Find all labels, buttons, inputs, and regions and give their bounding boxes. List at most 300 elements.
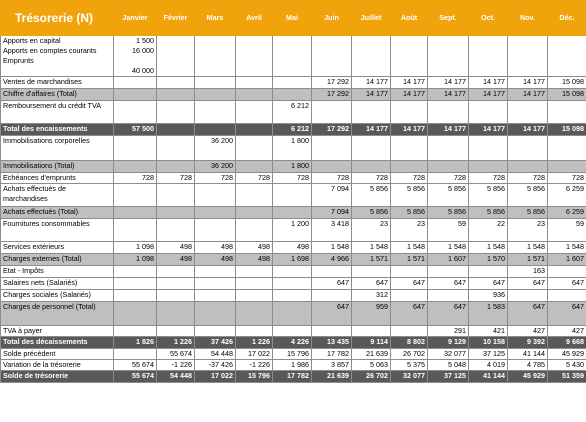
cell-value [157,89,195,101]
cell-value: 647 [508,278,548,290]
cell-value: 4 019 [469,360,508,371]
cell-value [114,278,157,290]
month-header: Oct. [469,1,508,36]
cell-value: 15 796 [236,371,273,383]
cell-value: -1 226 [157,360,195,371]
cell-value: 1 571 [391,254,428,266]
cell-value [312,161,352,173]
cell-value [114,266,157,278]
cell-value [157,326,195,337]
cell-value: 26 702 [352,371,391,383]
cell-value: 45 929 [548,349,586,360]
row-label: Remboursement du crédit TVA [1,101,114,124]
cell-value: 1 098 [114,242,157,254]
cell-value [195,184,236,207]
cell-value: 36 200 [195,161,236,173]
cell-value [273,36,312,77]
cell-value: 26 702 [391,349,428,360]
cell-value: 4 226 [273,337,312,349]
cell-value: 647 [352,278,391,290]
cell-value: 17 292 [312,89,352,101]
row-label: Etat - Impôts [1,266,114,278]
cell-value: 1 986 [273,360,312,371]
cell-value: 14 177 [469,124,508,136]
month-header: Mars [195,1,236,36]
cell-value: 728 [273,173,312,184]
cell-value [236,89,273,101]
cell-value [428,36,469,77]
cell-value [114,207,157,219]
cell-value: 647 [391,302,428,326]
cell-value: 55 674 [157,349,195,360]
cell-value: 15 098 [548,89,586,101]
cell-value: 4 785 [508,360,548,371]
cell-value: 14 177 [508,124,548,136]
cell-value [195,36,236,77]
cell-value: 728 [391,173,428,184]
cell-value [195,302,236,326]
cell-value: -37 426 [195,360,236,371]
cell-value: 10 158 [469,337,508,349]
cell-value [352,136,391,161]
cell-value: 1 583 [469,302,508,326]
cell-value: 1 826 [114,337,157,349]
cell-value: 498 [273,242,312,254]
cell-value: 728 [548,173,586,184]
cell-value [157,161,195,173]
cell-value [548,36,586,77]
cell-value: 498 [195,242,236,254]
subtotal-row [1,302,586,326]
cell-value [114,77,157,89]
row-label: Chiffre d'affaires (Total) [1,89,114,101]
cell-value: 728 [469,173,508,184]
cell-value [157,302,195,326]
cell-value: 37 125 [428,371,469,383]
cell-value: 5 063 [352,360,391,371]
cell-value [236,266,273,278]
cell-value [352,266,391,278]
cell-value [195,89,236,101]
cell-value [548,161,586,173]
cell-value: 23 [352,219,391,242]
table-row [1,349,586,360]
cell-value [312,101,352,124]
cell-value: 32 077 [391,371,428,383]
cell-value [548,136,586,161]
cell-value: 5 856 [391,184,428,207]
row-label: Solde de trésorerie [1,371,114,383]
cell-value: 5 375 [391,360,428,371]
subtotal-row [1,161,586,173]
cell-value [428,136,469,161]
cell-value [236,219,273,242]
cell-value [273,326,312,337]
cell-value: 1 571 [508,254,548,266]
table-row [1,360,586,371]
row-label: Charges sociales (Salariés) [1,290,114,302]
cell-value: 14 177 [428,89,469,101]
table-body [1,36,586,383]
cell-value: 647 [428,302,469,326]
cell-value: 8 802 [391,337,428,349]
cell-value: 5 856 [508,207,548,219]
cell-value: 4 966 [312,254,352,266]
cell-value: 14 177 [391,77,428,89]
month-header: Février [157,1,195,36]
cell-value: 728 [312,173,352,184]
cell-value: 5 856 [469,207,508,219]
cell-value [157,101,195,124]
row-label: Achats effectués (Total) [1,207,114,219]
cell-value [352,36,391,77]
cell-value [469,266,508,278]
cell-value [114,184,157,207]
table-row [1,184,586,207]
cell-value: 1 226 [236,337,273,349]
cell-value: 728 [114,173,157,184]
cell-value: 5 430 [548,360,586,371]
cell-value: 15 098 [548,124,586,136]
cell-value: 647 [312,302,352,326]
cell-value: 36 200 [195,136,236,161]
cell-value [157,136,195,161]
total-row [1,124,586,136]
table-row [1,290,586,302]
table-header [1,1,586,36]
row-label: Immobilisations corporelles [1,136,114,161]
cell-value [273,184,312,207]
cell-value: 1 548 [391,242,428,254]
cell-value [428,290,469,302]
month-header: Août [391,1,428,36]
table-title: Trésorerie (N) [1,1,114,36]
row-label: Total des décaissements [1,337,114,349]
cell-value: 37 125 [469,349,508,360]
cell-value: 1 800 [273,136,312,161]
cell-value: 9 668 [548,337,586,349]
cell-value: 1 548 [469,242,508,254]
cell-value [157,77,195,89]
cell-value: 498 [236,242,273,254]
cell-value: 647 [508,302,548,326]
cell-value: 6 212 [273,124,312,136]
subtotal-row [1,89,586,101]
cell-value: 728 [157,173,195,184]
cell-value [236,278,273,290]
cell-value: 23 [391,219,428,242]
cell-value: 55 674 [114,360,157,371]
cell-value: 7 094 [312,207,352,219]
cell-value [195,101,236,124]
cell-value: 14 177 [469,89,508,101]
cell-value [508,36,548,77]
cell-value [114,161,157,173]
cell-value [312,266,352,278]
cell-value [157,36,195,77]
cell-value [157,266,195,278]
cell-value: 647 [391,278,428,290]
cell-value [352,326,391,337]
cell-value: 7 094 [312,184,352,207]
month-header: Sept. [428,1,469,36]
cell-value [428,266,469,278]
cell-value: 59 [428,219,469,242]
table-row [1,326,586,337]
cell-value: 647 [548,278,586,290]
cell-value [157,184,195,207]
cell-value [236,101,273,124]
row-label: Services extérieurs [1,242,114,254]
cell-value: 13 435 [312,337,352,349]
cell-value: 498 [157,254,195,266]
cell-value: 17 782 [312,349,352,360]
table-row [1,219,586,242]
cell-value: 14 177 [352,77,391,89]
cell-value: 17 292 [312,124,352,136]
cell-value: 17 292 [312,77,352,89]
cell-value [391,266,428,278]
cell-value: 1 098 [114,254,157,266]
cell-value [312,290,352,302]
cell-value [273,89,312,101]
cell-value: 17 022 [236,349,273,360]
subtotal-row [1,254,586,266]
cell-value [273,302,312,326]
cell-value: 37 426 [195,337,236,349]
cell-value [195,219,236,242]
row-label: Total des encaissements [1,124,114,136]
cell-value: 14 177 [352,124,391,136]
cell-value: 3 857 [312,360,352,371]
cell-value [114,219,157,242]
cell-value [114,290,157,302]
cell-value [236,184,273,207]
cell-value: 1 607 [428,254,469,266]
cell-value [548,290,586,302]
cell-value: 5 856 [352,207,391,219]
cell-value: 3 418 [312,219,352,242]
cell-value: 1 607 [548,254,586,266]
cell-value: 6 259 [548,207,586,219]
cell-value: 728 [352,173,391,184]
row-label: Solde précédent [1,349,114,360]
cell-value: 55 674 [114,371,157,383]
cell-value [114,326,157,337]
cell-value: 1 548 [508,242,548,254]
cell-value [236,36,273,77]
cell-value [469,36,508,77]
cell-value [391,36,428,77]
cell-value: 5 856 [428,207,469,219]
cell-value: 647 [312,278,352,290]
cell-value [273,77,312,89]
cell-value [114,302,157,326]
cell-value [548,101,586,124]
cell-value [195,290,236,302]
cell-value: 1 548 [548,242,586,254]
cell-value [114,101,157,124]
cell-value: 23 [508,219,548,242]
cell-value: 9 392 [508,337,548,349]
cell-value [114,89,157,101]
cell-value: 1 800 [273,161,312,173]
cell-value [273,290,312,302]
cell-value: 17 022 [195,371,236,383]
cell-value [157,124,195,136]
cell-value: 32 077 [428,349,469,360]
cell-value: 14 177 [428,124,469,136]
cell-value: 14 177 [391,89,428,101]
cell-value: 728 [508,173,548,184]
cell-value [391,161,428,173]
cell-value [508,101,548,124]
row-label: Fournitures consommables [1,219,114,242]
row-label: Salaires nets (Salariés) [1,278,114,290]
cell-value: 9 114 [352,337,391,349]
cell-value: 14 177 [352,89,391,101]
cell-value [548,266,586,278]
cell-value: 1 226 [157,337,195,349]
cell-value: 728 [428,173,469,184]
cell-value: 291 [428,326,469,337]
month-header: Juillet [352,1,391,36]
cell-value [312,326,352,337]
cell-value [428,161,469,173]
cell-value: 9 129 [428,337,469,349]
cell-value [114,349,157,360]
cell-value: 498 [195,254,236,266]
table-row [1,101,586,124]
cell-value: 14 177 [508,89,548,101]
cell-value: 14 177 [428,77,469,89]
row-label: Charges de personnel (Total) [1,302,114,326]
cell-value: 6 212 [273,101,312,124]
cell-value [236,77,273,89]
cell-value [236,124,273,136]
month-header: Juin [312,1,352,36]
cell-value: 5 856 [428,184,469,207]
cell-value [195,124,236,136]
cell-value: 1 571 [352,254,391,266]
cell-value: 728 [236,173,273,184]
cell-value: 14 177 [508,77,548,89]
cell-value: 427 [548,326,586,337]
cell-value [312,36,352,77]
cell-value [236,290,273,302]
cell-value [391,290,428,302]
cell-value: 1 548 [312,242,352,254]
month-header: Avril [236,1,273,36]
cell-value: 22 [469,219,508,242]
total-row [1,337,586,349]
subtotal-row [1,207,586,219]
cell-value: 163 [508,266,548,278]
cell-value: 1 548 [428,242,469,254]
cell-value: 5 856 [352,184,391,207]
cell-value [469,101,508,124]
cell-value: 54 448 [195,349,236,360]
cell-value: 936 [469,290,508,302]
cell-value: 421 [469,326,508,337]
cell-value [508,136,548,161]
cell-value: 1 500 16 000 40 000 [114,36,157,77]
cell-value: 57 500 [114,124,157,136]
cell-value [508,290,548,302]
cell-value: 21 639 [352,349,391,360]
cell-value [508,161,548,173]
cell-value: 14 177 [391,124,428,136]
cell-value: 15 796 [273,349,312,360]
cell-value [352,161,391,173]
row-label: Echéances d'emprunts [1,173,114,184]
cell-value [195,77,236,89]
table-row [1,136,586,161]
cell-value [157,278,195,290]
table-row [1,242,586,254]
cell-value [195,326,236,337]
cell-value: 6 259 [548,184,586,207]
row-label: TVA à payer [1,326,114,337]
cell-value: 5 856 [508,184,548,207]
cell-value: 15 098 [548,77,586,89]
cell-value: 14 177 [469,77,508,89]
cell-value [236,207,273,219]
table-row [1,77,586,89]
month-header: Nov. [508,1,548,36]
cell-value [236,302,273,326]
cell-value [236,136,273,161]
cell-value: 41 144 [508,349,548,360]
row-label: Immobilisations (Total) [1,161,114,173]
cell-value [273,266,312,278]
cell-value: 498 [236,254,273,266]
cell-value [114,136,157,161]
cell-value [195,207,236,219]
cell-value: 312 [352,290,391,302]
total-row [1,371,586,383]
table-row [1,36,586,77]
row-label: Apports en capital Apports en comptes courants Emprunts [1,36,114,77]
cell-value: 45 929 [508,371,548,383]
cell-value: 959 [352,302,391,326]
month-header: Déc. [548,1,586,36]
cell-value [391,136,428,161]
cell-value [195,278,236,290]
cell-value [469,161,508,173]
cell-value: 647 [548,302,586,326]
row-label: Ventes de marchandises [1,77,114,89]
cell-value: 5 856 [469,184,508,207]
table-row [1,278,586,290]
cell-value [157,207,195,219]
table-row [1,173,586,184]
row-label: Charges externes (Total) [1,254,114,266]
cell-value [195,266,236,278]
cell-value: 51 359 [548,371,586,383]
cell-value [428,101,469,124]
cell-value: 647 [428,278,469,290]
cell-value: 5 856 [391,207,428,219]
cell-value: 498 [157,242,195,254]
header-row [1,1,586,36]
cell-value: 1 698 [273,254,312,266]
cell-value [391,326,428,337]
cell-value [236,326,273,337]
cell-value: 17 782 [273,371,312,383]
row-label: Variation de la trésorerie [1,360,114,371]
cell-value [273,278,312,290]
